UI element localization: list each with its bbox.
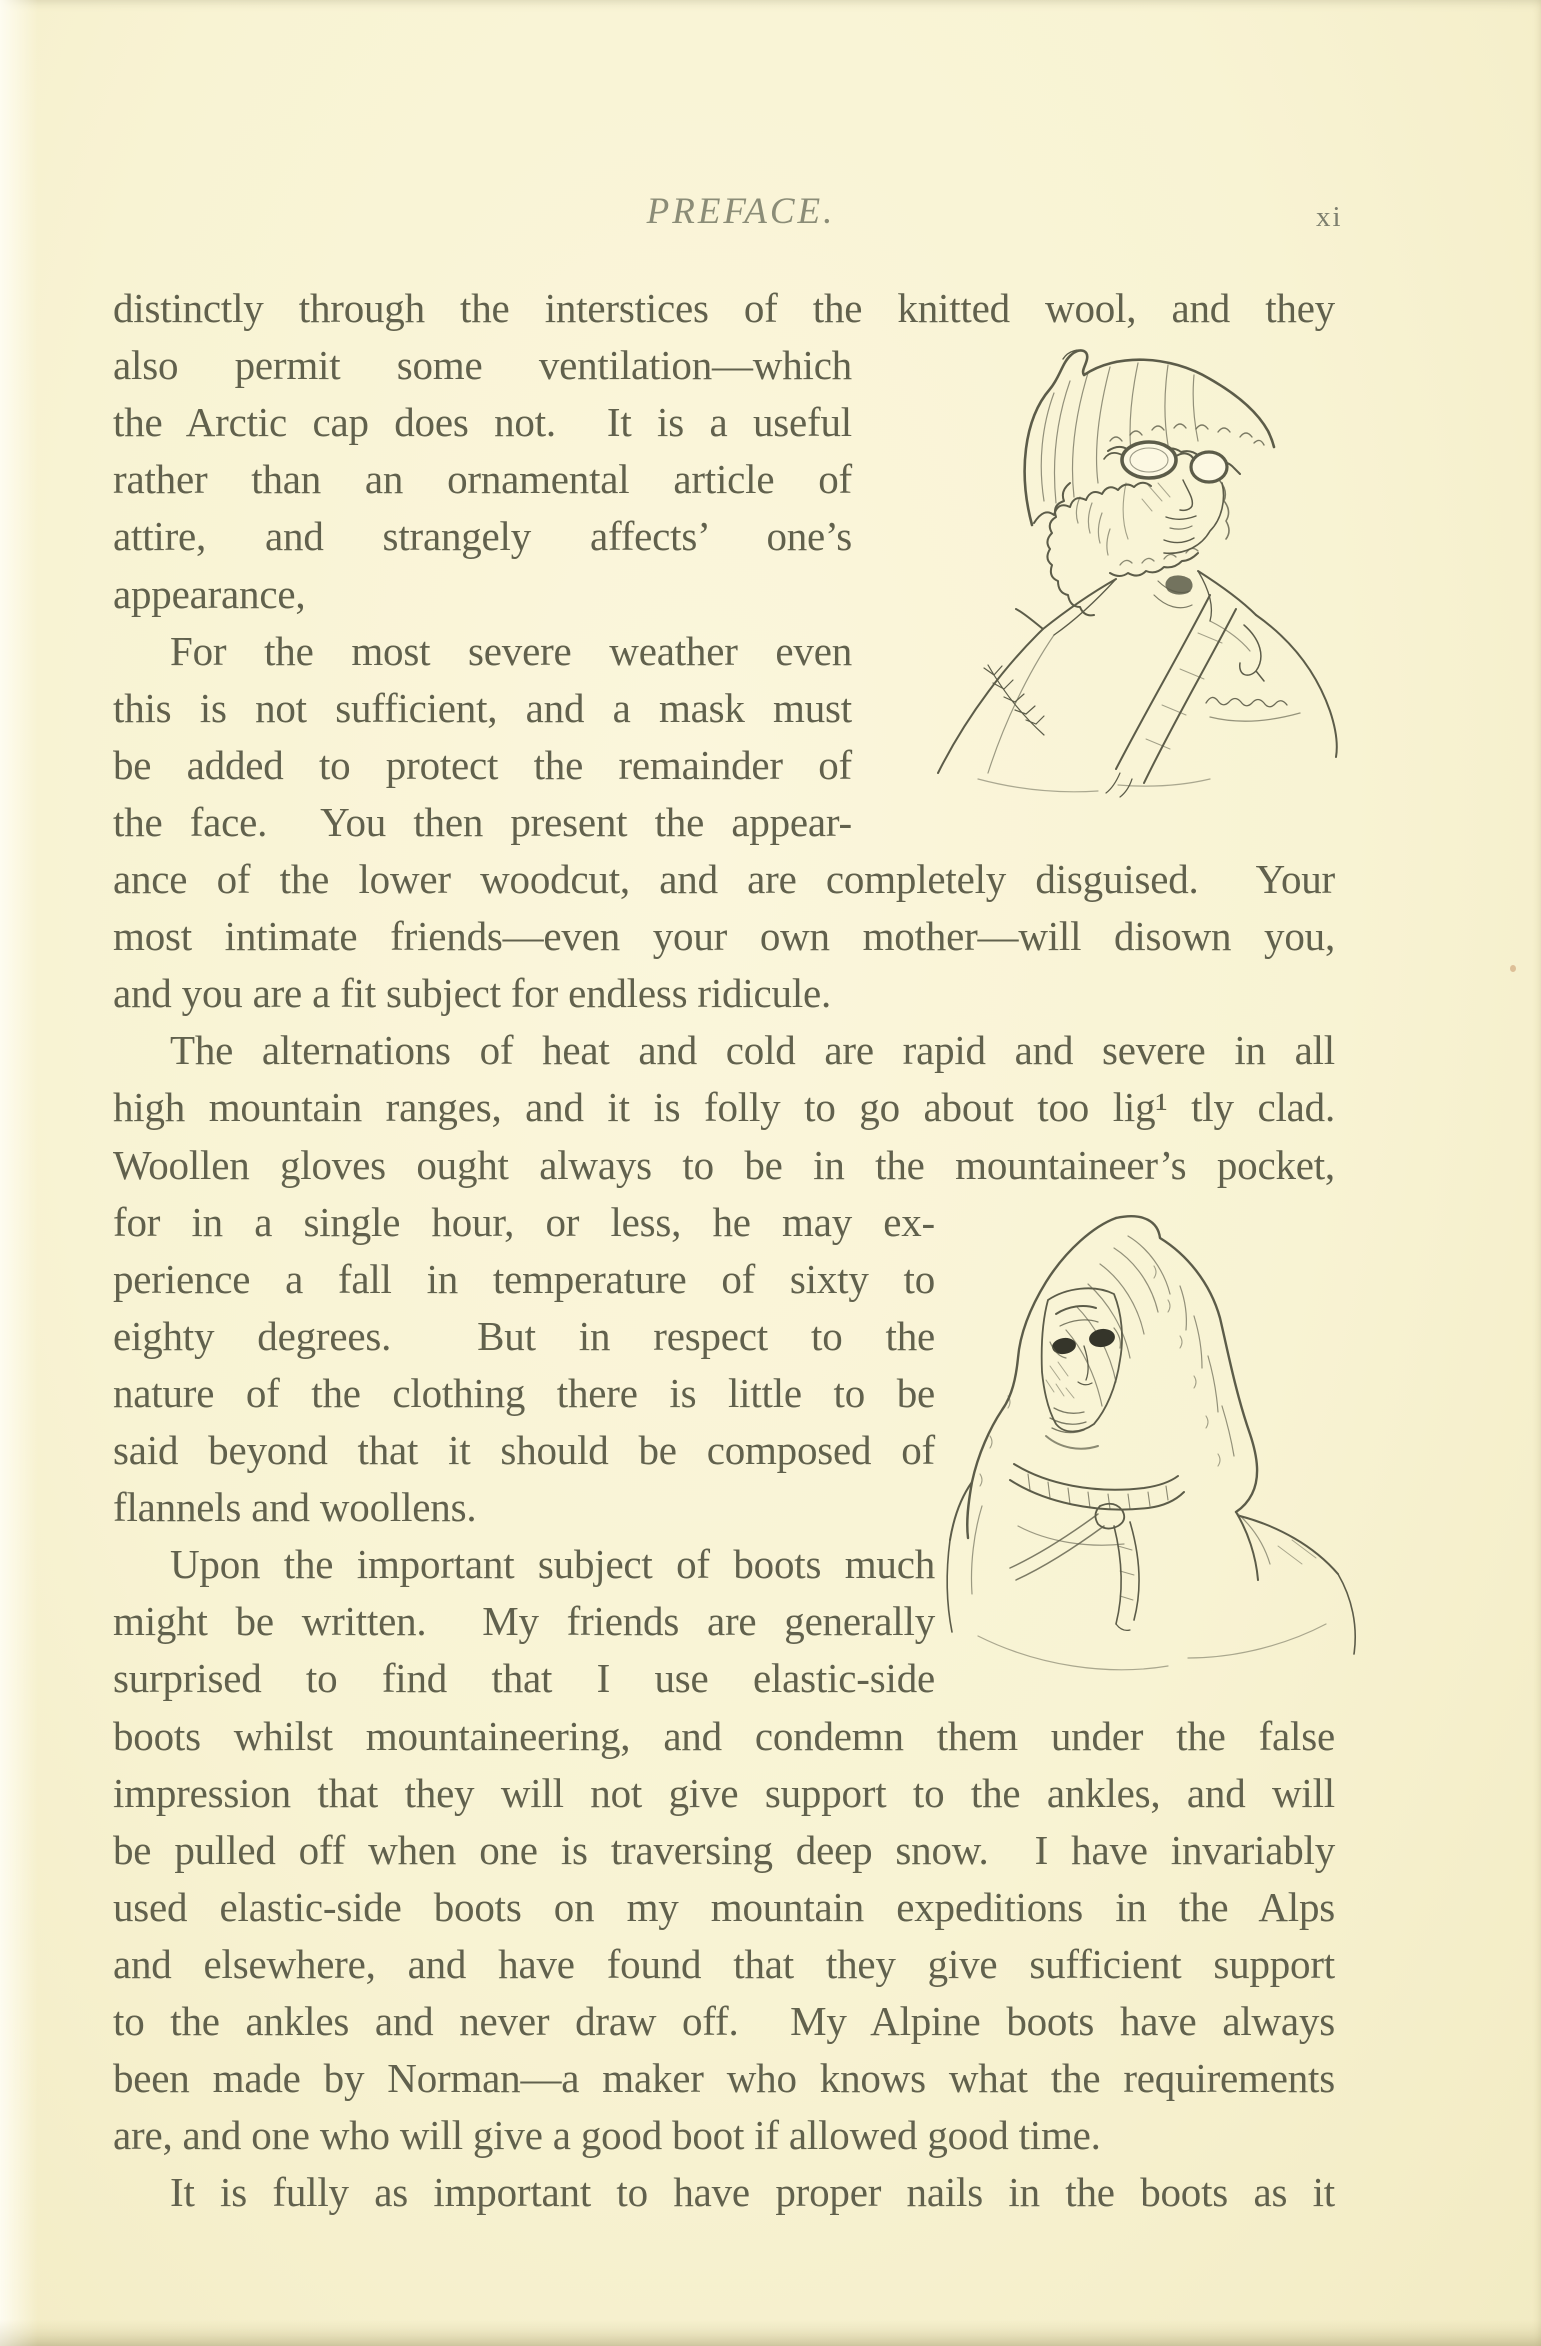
text-line: said beyond that it should be composed of — [113, 1427, 935, 1473]
fur-cap-icon — [1025, 350, 1274, 525]
text-line: might be written. My friends are generally — [113, 1598, 935, 1644]
text-line: ance of the lower woodcut, and are completely disguised. Your — [113, 856, 1335, 902]
fern-sprig-icon — [984, 665, 1044, 735]
text-line: and you are a fit subject for endless ridicule. — [113, 970, 832, 1016]
lower-woodcut-illustration — [918, 1196, 1378, 1696]
text-line: boots whilst mountaineering, and condemn them under the false — [113, 1713, 1335, 1759]
text-line: It is fully as important to have proper nails in the boots as it — [170, 2169, 1335, 2215]
face-sketch — [1123, 480, 1223, 553]
text-line: the Arctic cap does not. It is a useful — [113, 399, 852, 445]
neck-scarf-knot — [1010, 1464, 1184, 1630]
jacket-sketch — [947, 1482, 1355, 1670]
text-line: most intimate friends—even your own mother—will disown you, — [113, 913, 1335, 959]
text-line: Upon the important subject of boots much — [170, 1541, 935, 1587]
text-line: for in a single hour, or less, he may ex- — [113, 1199, 935, 1245]
text-line: impression that they will not give support to the ankles, and will — [113, 1770, 1335, 1816]
text-line: be added to protect the remainder of — [113, 742, 852, 788]
text-line: attire, and strangely affects’ one’s — [113, 513, 852, 559]
text-line: flannels and woollens. — [113, 1484, 477, 1530]
text-line: appearance, — [113, 571, 306, 617]
text-line: The alternations of heat and cold are rapid and severe in all — [170, 1027, 1335, 1073]
text-line: this is not sufficient, and a mask must — [113, 685, 852, 731]
page-number: xi — [1316, 201, 1343, 233]
fur-earflap — [1047, 481, 1229, 615]
chest-strap — [1106, 595, 1264, 797]
knitted-hood-icon — [967, 1216, 1258, 1580]
text-line: to the ankles and never draw off. My Alpine boots have always — [113, 1998, 1335, 2044]
text-line: are, and one who will give a good boot if allowed good time. — [113, 2112, 1101, 2158]
text-line: surprised to find that I use elastic-side — [113, 1655, 935, 1701]
text-line: used elastic-side boots on my mountain expeditions in the Alps — [113, 1884, 1335, 1930]
text-line: rather than an ornamental article of — [113, 456, 852, 502]
text-line: also permit some ventilation—which — [113, 342, 852, 388]
engraver-signature-scrawl — [1206, 697, 1300, 721]
text-line: nature of the clothing there is little to be — [113, 1370, 935, 1416]
text-line: Woollen gloves ought always to be in the mountaineer’s pocket, — [113, 1142, 1335, 1188]
text-line: perience a fall in temperature of sixty to — [113, 1256, 935, 1302]
page-title: PREFACE. — [646, 191, 836, 232]
text-line: distinctly through the interstices of the knitted wool, and they — [113, 285, 1335, 331]
text-line: and elsewhere, and have found that they give sufficient support — [113, 1941, 1335, 1987]
text-line: be pulled off when one is traversing deep snow. I have invariably — [113, 1827, 1335, 1873]
text-line: high mountain ranges, and it is folly to go about too lig¹ tly clad. — [113, 1084, 1335, 1130]
text-line: been made by Norman—a maker who knows what the requirements — [113, 2055, 1335, 2101]
upper-woodcut-illustration — [858, 333, 1358, 803]
text-line: eighty degrees. But in respect to the — [113, 1313, 935, 1359]
text-line: the face. You then present the appear- — [113, 799, 852, 845]
text-line: For the most severe weather even — [170, 628, 852, 674]
